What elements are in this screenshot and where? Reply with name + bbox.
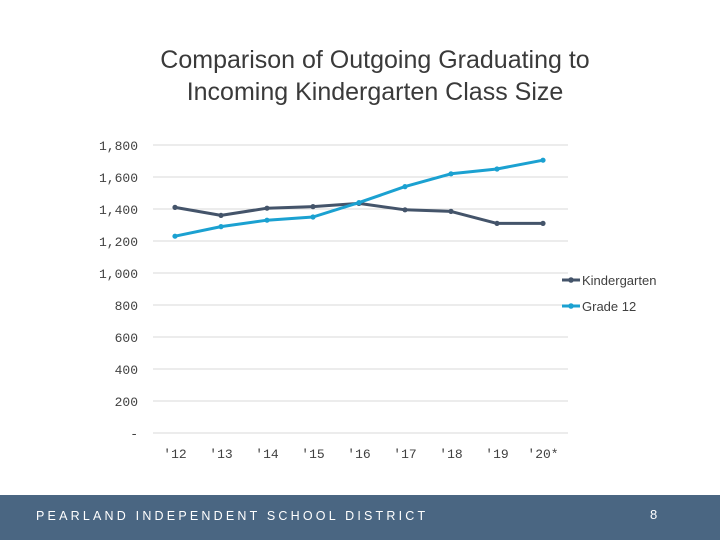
- data-point: [494, 221, 499, 226]
- x-tick-label: '15: [301, 447, 325, 462]
- data-point: [540, 158, 545, 163]
- chart-title-line-2: Incoming Kindergarten Class Size: [186, 78, 564, 106]
- data-point: [494, 166, 499, 171]
- x-tick-label: '18: [439, 447, 463, 462]
- data-point: [402, 184, 407, 189]
- y-tick-label: 1,400: [98, 203, 138, 218]
- x-tick-label: '16: [347, 447, 371, 462]
- x-tick-label: '12: [163, 447, 187, 462]
- y-tick-label: 400: [114, 363, 138, 378]
- y-tick-label: 200: [114, 395, 138, 410]
- data-point: [448, 209, 453, 214]
- data-point: [218, 213, 223, 218]
- data-point: [356, 200, 361, 205]
- footer-district-name: PEARLAND INDEPENDENT SCHOOL DISTRICT: [36, 509, 429, 523]
- y-tick-label: 600: [114, 331, 138, 346]
- legend-label: Kindergarten: [582, 273, 657, 288]
- y-tick-label: 800: [114, 299, 138, 314]
- y-tick-label: 1,800: [98, 139, 138, 154]
- legend-marker: [568, 277, 574, 283]
- data-point: [310, 204, 315, 209]
- data-point: [402, 207, 407, 212]
- page-number: 8: [650, 507, 658, 522]
- data-point: [310, 214, 315, 219]
- legend-marker: [568, 303, 574, 309]
- data-point: [264, 206, 269, 211]
- y-tick-label: 1,000: [98, 267, 138, 282]
- series-line-grade-12: [175, 160, 543, 236]
- data-point: [218, 224, 223, 229]
- x-tick-label: '17: [393, 447, 417, 462]
- series-line-kindergarten: [175, 203, 543, 223]
- data-point: [448, 171, 453, 176]
- data-point: [172, 205, 177, 210]
- x-tick-label: '13: [209, 447, 233, 462]
- y-tick-label: 1,600: [98, 171, 138, 186]
- y-tick-label: 1,200: [98, 235, 138, 250]
- y-tick-label: -: [130, 427, 138, 442]
- data-point: [172, 234, 177, 239]
- footer-bar: [0, 495, 720, 540]
- x-tick-label: '19: [485, 447, 509, 462]
- legend-label: Grade 12: [582, 299, 637, 314]
- x-tick-label: '14: [255, 447, 279, 462]
- data-point: [264, 218, 269, 223]
- chart-title-line-1: Comparison of Outgoing Graduating to: [160, 46, 590, 74]
- data-point: [540, 221, 545, 226]
- x-tick-label: '20*: [527, 447, 559, 462]
